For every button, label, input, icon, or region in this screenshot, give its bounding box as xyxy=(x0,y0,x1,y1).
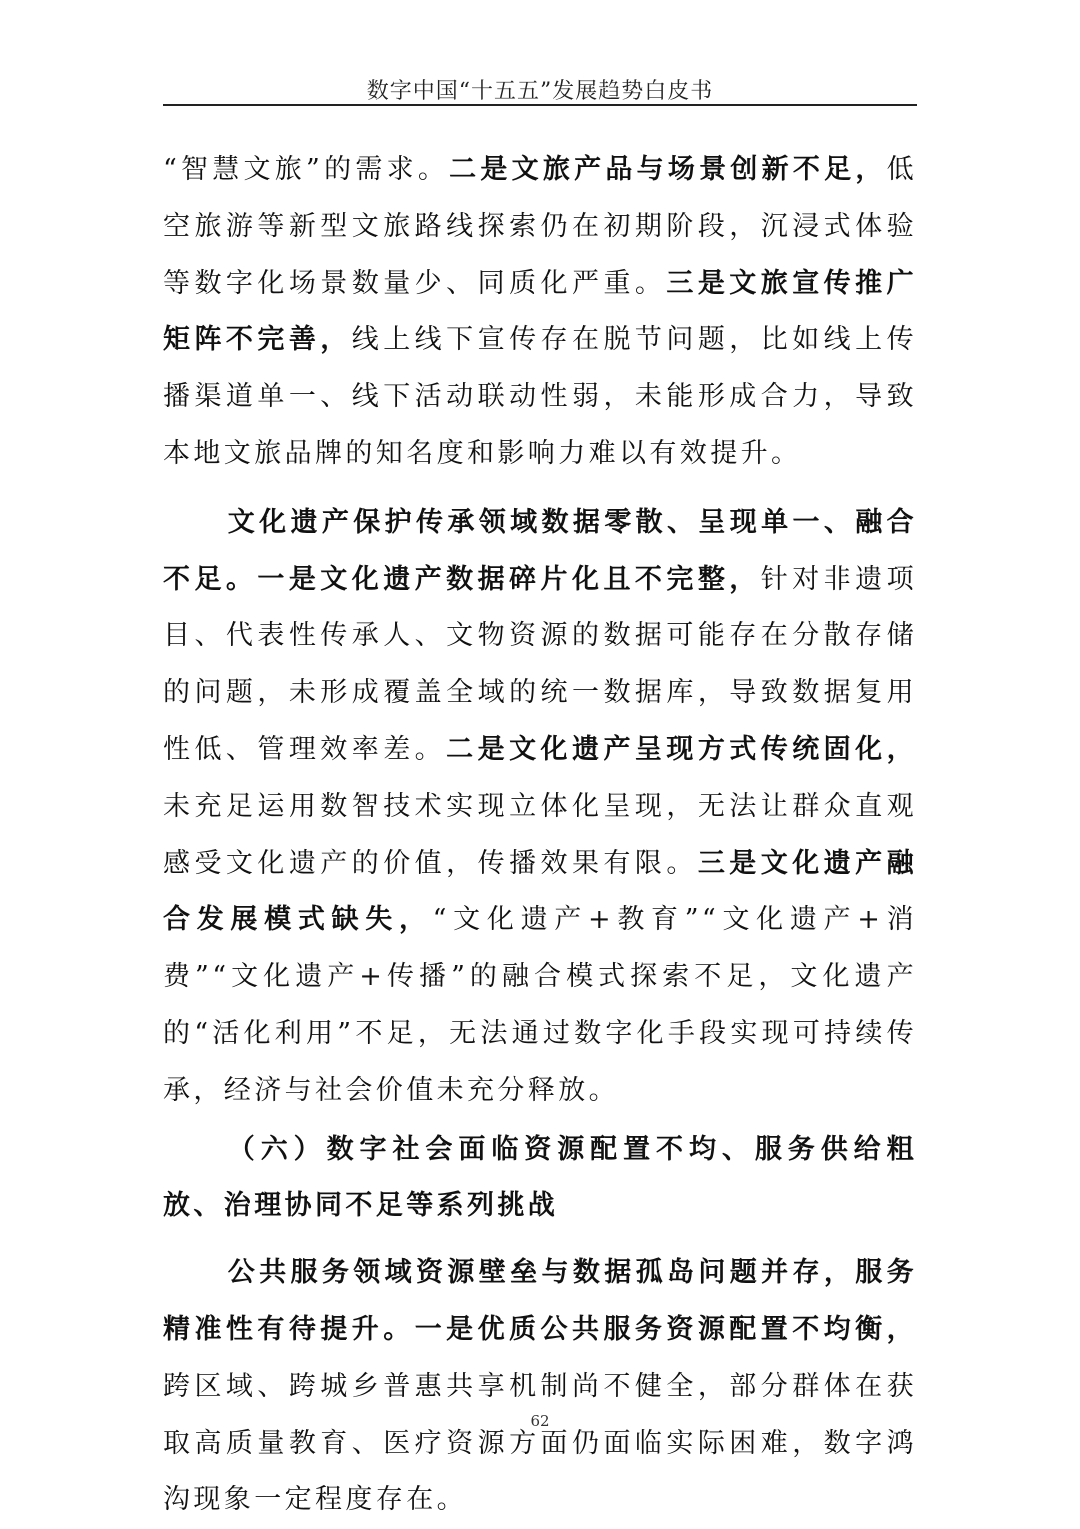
paragraph-text: 针对非遗项目、代表性传承人、文物资源的数据可能存在分散存储的问题，未形成覆盖全域的统一数据库，导致数据复用性低、管理效率差。 xyxy=(163,563,918,765)
paragraph-text: 跨区域、跨城乡普惠共享机制尚不健全，部分群体在获取高质量教育、医疗资源方面仍面临实际困难，数字鸿沟现象一定程度存在。 xyxy=(163,1370,917,1516)
paragraph-text: “文化遗产+教育”“文化遗产+消费”“文化遗产+传播”的融合模式探索不足，文化遗产的“活化利用”不足，无法通过数字化手段实现可持续传承，经济与社会价值未充分释放。 xyxy=(163,904,917,1106)
bold-point-one: 一是文化遗产数据碎片化且不完整， xyxy=(257,563,761,595)
page-number: 62 xyxy=(530,1412,550,1430)
running-header-title: 数字中国“十五五”发展趋势白皮书 xyxy=(366,79,714,104)
paragraph-public-services xyxy=(163,1245,917,1529)
paragraph-cultural-tourism-continued xyxy=(163,142,917,483)
bold-point-three: 三是文旅宣传推广矩阵不完善， xyxy=(163,267,917,356)
bold-lead-sentence: 公共服务领域资源壁垒与数据孤岛问题并存，服务精准性有待提升。 xyxy=(163,1257,917,1345)
body-text xyxy=(163,142,917,1529)
paragraph-cultural-heritage xyxy=(163,495,917,1120)
bold-point-two: 二是文旅产品与场景创新不足， xyxy=(449,154,887,185)
section-heading: （六）数字社会面临资源配置不均、服务供给粗放、治理协同不足等系列挑战 xyxy=(163,1133,917,1222)
paragraph-text: “智慧文旅”的需求。 xyxy=(163,154,450,185)
bold-point-one: 一是优质公共服务资源配置不均衡， xyxy=(414,1313,917,1345)
bold-lead-sentence: 文化遗产保护传承领域数据零散、呈现单一、融合不足。 xyxy=(163,506,917,595)
bold-point-three: 三是文化遗产融合发展模式缺失， xyxy=(163,847,917,936)
bold-point-two: 二是文化遗产呈现方式传统固化， xyxy=(446,733,918,765)
header-divider xyxy=(163,104,917,106)
paragraph-text: 未充足运用数智技术实现立体化呈现，无法让群众直观感受文化遗产的价值，传播效果有限。 xyxy=(163,790,917,879)
paragraph-text: 线上线下宣传存在脱节问题，比如线上传播渠道单一、线下活动联动性弱，未能形成合力，导致本地文旅品牌的知名度和影响力难以有效提升。 xyxy=(163,324,917,469)
paragraph-text: 低空旅游等新型文旅路线探索仍在初期阶段，沉浸式体验等数字化场景数量少、同质化严重。 xyxy=(163,154,918,299)
